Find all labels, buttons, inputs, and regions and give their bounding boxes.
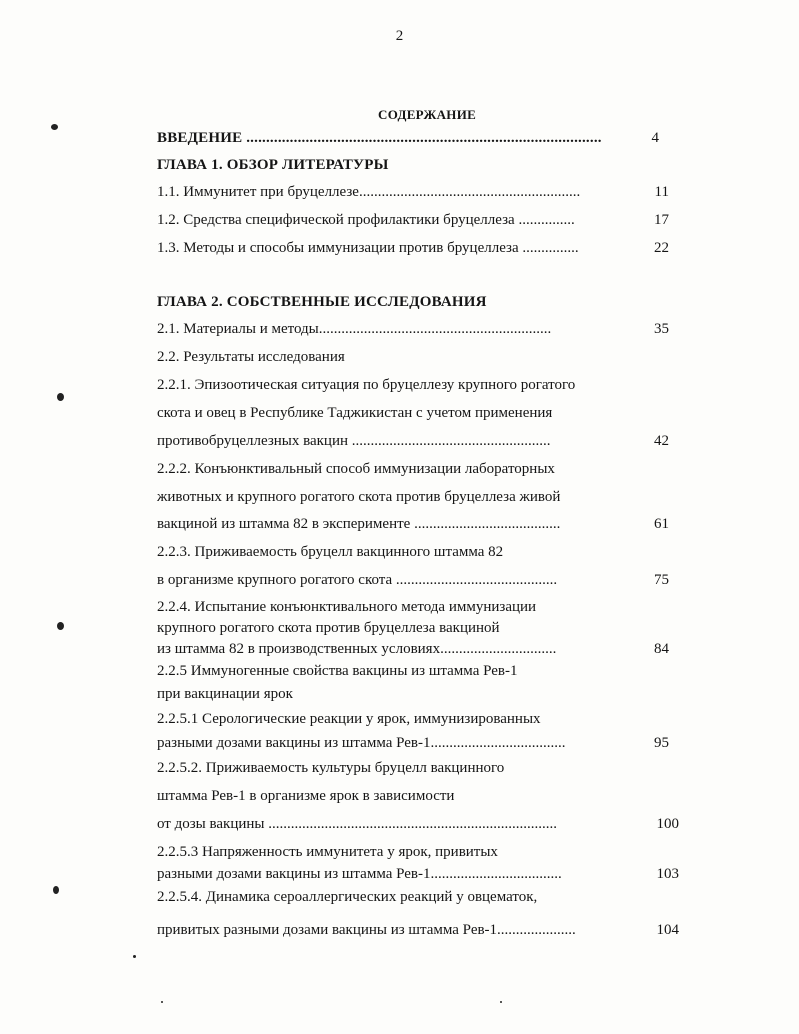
toc-entry-2-2-1-line-2: скота и овец в Республике Таджикистан с учетом применения: [157, 405, 553, 421]
toc-entry-2-2-2-line-3: вакциной из штамма 82 в эксперименте .......................................: [157, 516, 561, 532]
page-ref-2-2-5-2: 100: [656, 816, 679, 832]
page-ref-2-2-4: 84: [654, 641, 669, 657]
page-ref-2-2-5-4: 104: [656, 922, 679, 938]
toc-entry-2-2-5-1-line-2: разными дозами вакцины из штамма Рев-1....................................: [157, 735, 566, 751]
page-ref-2-2-5-3: 103: [656, 866, 679, 882]
page-number: 2: [395, 28, 404, 44]
toc-entry-2-2-5-3-line-2: разными дозами вакцины из штамма Рев-1...................................: [157, 866, 562, 882]
toc-entry-2-2-4-line-2: крупного рогатого скота против бруцеллеза вакциной: [157, 620, 500, 636]
toc-entry-2-2-5-line-1: 2.2.5 Иммуногенные свойства вакцины из штамма Рев-1: [157, 663, 518, 679]
page-ref-1-1: 11: [654, 184, 669, 200]
scan-speck: [161, 1001, 163, 1003]
toc-entry-2-2-5-2-line-3: от дозы вакцины .............................................................................: [157, 816, 557, 832]
toc-entry-2-1: 2.1. Материалы и методы..............................................................: [157, 321, 552, 337]
toc-entry-2-2-5-1-line-1: 2.2.5.1 Серологические реакции у ярок, иммунизированных: [157, 711, 541, 727]
toc-chapter-2: ГЛАВА 2. СОБСТВЕННЫЕ ИССЛЕДОВАНИЯ: [157, 294, 487, 310]
toc-entry-1-2: 1.2. Средства специфической профилактики бруцеллеза ...............: [157, 212, 575, 228]
toc-chapter-1: ГЛАВА 1. ОБЗОР ЛИТЕРАТУРЫ: [157, 157, 389, 173]
toc-title: СОДЕРЖАНИЕ: [378, 107, 477, 122]
toc-entry-2-2-2-line-1: 2.2.2. Конъюнктивальный способ иммунизации лабораторных: [157, 461, 555, 477]
toc-entry-2-2-1-line-1: 2.2.1. Эпизоотическая ситуация по бруцеллезу крупного рогатого: [157, 377, 576, 393]
scan-speck: [53, 886, 59, 894]
scan-speck: [133, 955, 136, 958]
toc-entry-2-2-4-line-3: из штамма 82 в производственных условиях...............................: [157, 641, 557, 657]
toc-entry-2-2-5-line-2: при вакцинации ярок: [157, 686, 293, 702]
page-ref-2-2-1: 42: [654, 433, 669, 449]
toc-entry-2-2-5-2-line-1: 2.2.5.2. Приживаемость культуры бруцелл вакцинного: [157, 760, 505, 776]
toc-entry-2-2-4-line-1: 2.2.4. Испытание конъюнктивального метода иммунизации: [157, 599, 537, 615]
toc-entry-2-2-5-2-line-2: штамма Рев-1 в организме ярок в зависимости: [157, 788, 455, 804]
toc-entry-2-2-3-line-2: в организме крупного рогатого скота ...........................................: [157, 572, 558, 588]
toc-entry-2-2-5-3-line-1: 2.2.5.3 Напряженность иммунитета у ярок, привитых: [157, 844, 498, 860]
toc-entry-2-2-5-4-line-1: 2.2.5.4. Динамика сероаллергических реакций у овцематок,: [157, 889, 538, 905]
toc-entry-1-1: 1.1. Иммунитет при бруцеллезе...........................................................: [157, 184, 581, 200]
scan-speck: [57, 622, 64, 630]
toc-entry-1-3: 1.3. Методы и способы иммунизации против бруцеллеза ...............: [157, 240, 579, 256]
scan-speck: [500, 1001, 502, 1003]
toc-entry-2-2-1-line-3: противобруцеллезных вакцин .....................................................: [157, 433, 551, 449]
page-ref-introduction: 4: [651, 130, 659, 146]
page-ref-1-3: 22: [654, 240, 669, 256]
toc-entry-2-2-5-4-line-2: привитых разными дозами вакцины из штамма Рев-1.....................: [157, 922, 576, 938]
toc-entry-2-2: 2.2. Результаты исследования: [157, 349, 345, 365]
page-ref-2-2-3: 75: [654, 572, 669, 588]
page-ref-1-2: 17: [654, 212, 669, 228]
toc-entry-2-2-3-line-1: 2.2.3. Приживаемость бруцелл вакцинного штамма 82: [157, 544, 504, 560]
page-ref-2-1: 35: [654, 321, 669, 337]
scan-speck: [51, 124, 58, 130]
toc-entry-introduction: ВВЕДЕНИЕ ..........................................................................................: [157, 130, 602, 146]
scan-speck: [57, 393, 64, 401]
page-ref-2-2-5-1: 95: [654, 735, 669, 751]
toc-entry-2-2-2-line-2: животных и крупного рогатого скота против бруцеллеза живой: [157, 489, 561, 505]
page-ref-2-2-2: 61: [654, 516, 669, 532]
